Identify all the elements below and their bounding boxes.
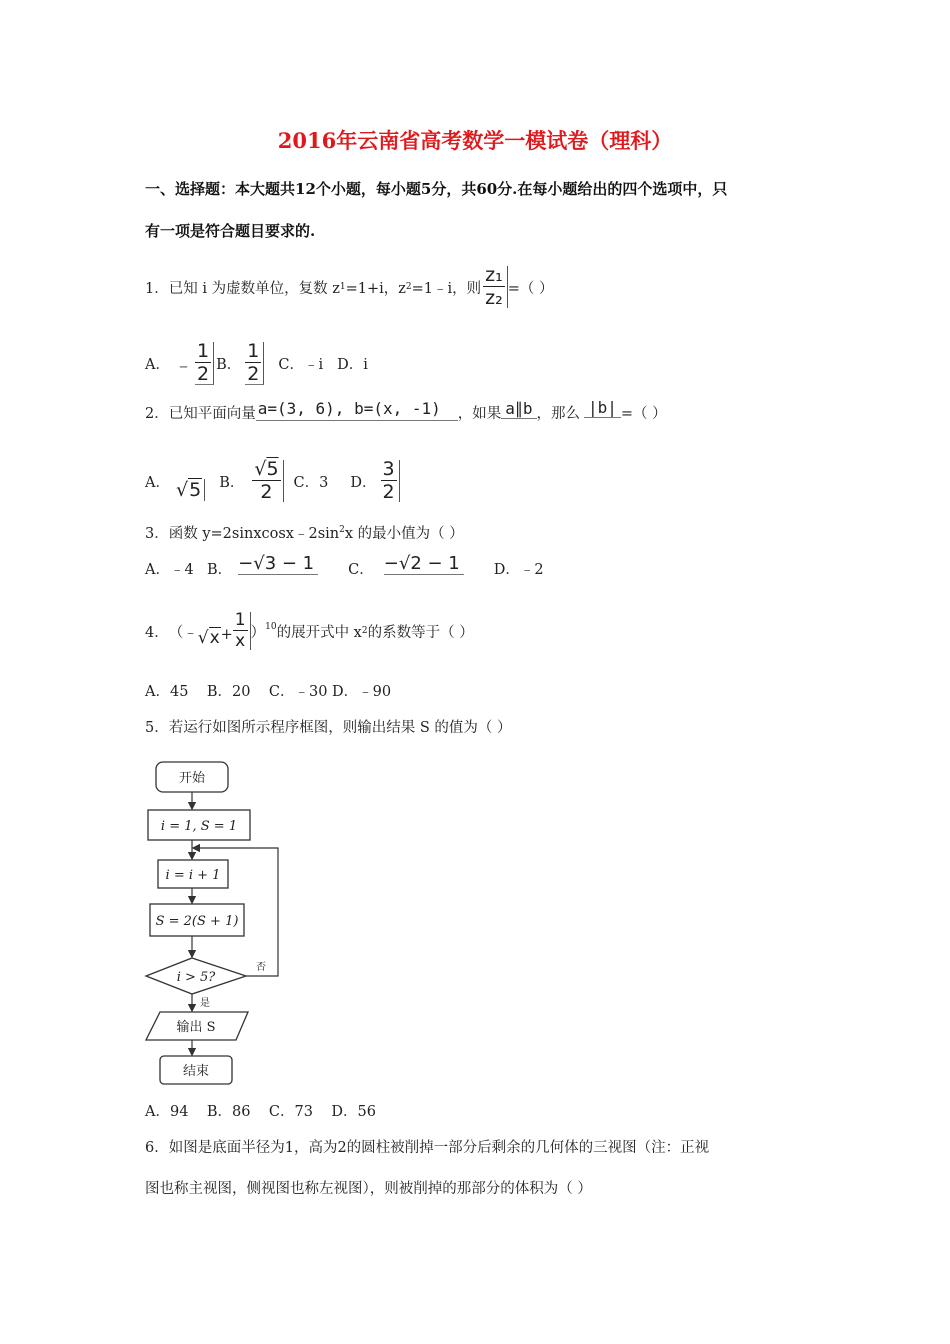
q3-text: 3．函数 y=2sinxcosx﹣2sin (145, 526, 340, 542)
question-2 (145, 397, 667, 423)
q1-option-c: C．﹣i (278, 357, 324, 373)
q3-option-c-value: −√2 − 1 (384, 553, 464, 575)
q2-option-a-sqrt: √5 (176, 479, 205, 501)
question-4: 4． （﹣ √x + $\frac{1}{x}$ ） $^{10}$ 的展开式中 x 2 的系数等于（ ） (145, 610, 474, 651)
question-5: 5．若运行如图所示程序框图，则输出结果 S 的值为（ ） (145, 720, 512, 736)
q4-rad: x (209, 628, 220, 648)
flow-increment (158, 860, 228, 888)
q2-option-a-label: A． (145, 474, 170, 491)
section-heading-line1: 一、选择题：本大题共12个小题，每小题5分，共60分.在每小题给出的四个选项中，只 (145, 180, 728, 198)
flow-yes-label: 是 (200, 998, 210, 1009)
q4-num: 1 (234, 610, 246, 630)
q1-tail: =（ ） (507, 280, 554, 297)
q2-mid: ，如果 (457, 406, 502, 422)
q1-frac-num: z₁ (485, 264, 503, 286)
flow-no-label: 否 (256, 962, 266, 973)
q3-sup: 2 (339, 525, 345, 536)
q4-text2: 的系数等于（ ） (367, 624, 474, 641)
q4-sup: 2 (361, 626, 368, 636)
q4-fraction (233, 612, 251, 650)
flowchart (140, 756, 285, 1088)
q1-option-d: D．i (337, 357, 368, 373)
question-3 (145, 522, 464, 543)
q1-option-a-fraction (195, 342, 214, 385)
q2-parallel: a∥b (501, 399, 536, 419)
section-heading-line2: 有一项是符合题目要求的. (145, 222, 316, 240)
svg-text:开始: 开始 (178, 771, 206, 786)
flow-end (160, 1056, 232, 1084)
q1-option-a-den: 2 (197, 363, 210, 385)
q2-options (145, 460, 400, 502)
q2-option-d-num: 3 (382, 458, 395, 480)
q1-option-b-den: 2 (247, 363, 260, 385)
q4-options: A．45 B．20 C．﹣30 D．﹣90 (145, 684, 392, 700)
svg-text:i > 5?: i > 5? (176, 970, 216, 985)
q1-fraction (483, 266, 508, 308)
q4-den: x (235, 631, 246, 651)
q1-options (145, 342, 368, 385)
q4-exponent: 10 (265, 622, 277, 632)
q1-sub1: 1 (339, 282, 346, 292)
svg-text:i = 1, S = 1: i = 1, S = 1 (160, 819, 238, 834)
q3-option-d: D．﹣2 (493, 562, 544, 578)
question-6-line1: 6．如图是底面半径为1，高为2的圆柱被削掉一部分后剩余的几何体的三视图（注：正视 (145, 1140, 710, 1156)
q1-text2: =1+i，z (345, 280, 406, 297)
q2-option-d-den: 2 (382, 481, 395, 503)
q1-sub2: 2 (405, 282, 412, 292)
q3-text2: x 的最小值为（ ） (344, 526, 464, 542)
q2-option-b-fraction (252, 460, 283, 502)
q2-option-a-rad: 5 (189, 479, 202, 501)
q2-option-c: C．3 (293, 474, 329, 491)
q2-vectors: a=(3, 6), b=(x, -1) (256, 399, 458, 421)
q2-option-d-label: D． (350, 474, 377, 491)
svg-text:i = i + 1: i = i + 1 (165, 868, 221, 883)
q2-option-b-rad: 5 (266, 458, 279, 480)
q2-then: ，那么 (536, 406, 580, 422)
q4-close-paren: ） (250, 624, 266, 641)
q1-text: 1．已知 i 为虚数单位，复数 z (145, 280, 340, 297)
q1-option-a-label: A． (145, 357, 170, 373)
q1-option-b-fraction (245, 342, 264, 385)
q2-option-b-label: B． (219, 474, 245, 491)
flow-init (148, 810, 250, 840)
q1-option-a-sign: ﹣ (173, 354, 193, 376)
q1-option-a-num: 1 (197, 340, 210, 362)
svg-text:结束: 结束 (182, 1064, 210, 1079)
q2-option-d-fraction (381, 460, 400, 502)
svg-text:输出 S: 输出 S (176, 1020, 216, 1035)
flow-condition (146, 958, 246, 994)
question-1 (145, 266, 554, 308)
q2-option-b-num: √5 (254, 458, 279, 480)
q1-text3: =1﹣i，则 (411, 280, 482, 297)
q1-option-b-num: 1 (247, 340, 260, 362)
q5-options: A．94 B．86 C．73 D．56 (145, 1104, 376, 1120)
flow-start (156, 762, 228, 792)
q2-abs: |b| (584, 398, 621, 418)
q4-open-paren: （﹣ (168, 624, 198, 641)
q1-frac-den: z₂ (485, 287, 503, 309)
flow-output (146, 1012, 248, 1040)
q1-option-b-label: B． (216, 357, 242, 373)
q3-option-b-label: B． (207, 562, 233, 578)
question-6-line2: 图也称主视图，侧视图也称左视图），则被削掉的那部分的体积为（ ） (145, 1181, 592, 1197)
q4-sqrt: √x (197, 628, 220, 648)
q4-plus: + (220, 627, 233, 643)
q3-option-c-label: C． (348, 562, 374, 578)
q3-options (145, 552, 544, 579)
page-title: 2016年云南省高考数学一模试卷（理科） (277, 128, 673, 153)
svg-text:S = 2(S + 1): S = 2(S + 1) (155, 914, 239, 929)
q4-text: 的展开式中 x (276, 624, 362, 641)
q2-option-b-den: 2 (260, 481, 273, 503)
q3-option-a: A．﹣4 (145, 562, 194, 578)
q3-option-b-value: −√3 − 1 (238, 553, 318, 575)
q2-tail: =（ ） (620, 406, 667, 422)
q2-text: 2．已知平面向量 (145, 406, 256, 422)
flow-update (150, 904, 244, 936)
